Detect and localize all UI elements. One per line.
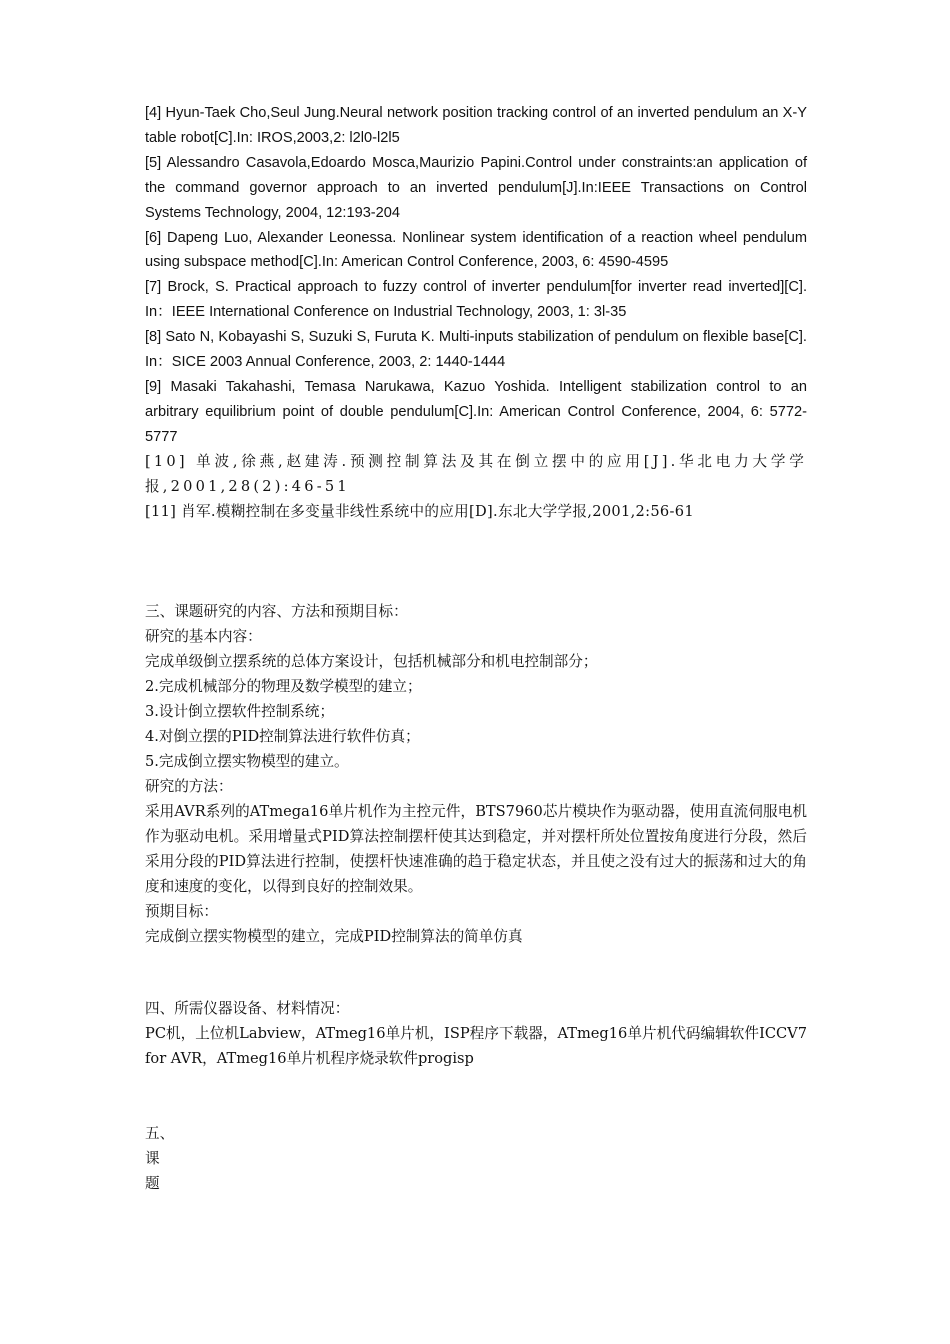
section-5-line-1: 五、 [145, 1125, 175, 1142]
section-3-heading: 三、课题研究的内容、方法和预期目标： [145, 603, 408, 620]
reference-8: [8] Sato N, Kobayashi S, Suzuki S, Furuta K. Multi-inputs stabilization of pendulum on flexible base[C]. In：SICE 2003 Annual Conference, 2003, 2: 1440-1444 [145, 329, 807, 371]
section-5-fragment [145, 1121, 807, 1196]
section-research-content [145, 599, 807, 949]
content-item-1: 完成单级倒立摆系统的总体方案设计，包括机械部分和机电控制部分； [145, 653, 598, 670]
reference-6: [6] Dapeng Luo, Alexander Leonessa. Nonlinear system identification of a reaction wheel pendulum using subspace method[C].In: American Control Conference, 2003, 6: 4590-4595 [145, 229, 807, 271]
reference-11: [11] 肖军.模糊控制在多变量非线性系统中的应用[D].东北大学学报,2001,2:56-61 [145, 502, 694, 520]
reference-9: [9] Masaki Takahashi, Temasa Narukawa, Kazuo Yoshida. Intelligent stabilization control to an arbitrary equilibrium point of double pendulum[C].In: American Control Conference, 2004, 6: 5772-5777 [145, 378, 807, 445]
section-4-heading: 四、所需仪器设备、材料情况： [145, 1000, 350, 1017]
reference-5: [5] Alessandro Casavola,Edoardo Mosca,Maurizio Papini.Control under constraints:an application of the command governor approach to an inverted pendulum[J].In:IEEE Transactions on Control Systems Technology, 2004, 12:193-204 [145, 154, 807, 221]
section-equipment [145, 996, 807, 1071]
section-5-line-2: 课 [145, 1150, 160, 1167]
content-item-4: 4.对倒立摆的PID控制算法进行软件仿真； [145, 728, 420, 745]
reference-10: [10] 单波,徐燕,赵建涛.预测控制算法及其在倒立摆中的应用[J].华北电力大学学报,2001,28(2):46-51 [145, 452, 807, 495]
content-item-3: 3.设计倒立摆软件控制系统； [145, 703, 335, 720]
reference-list [145, 101, 807, 524]
reference-7: [7] Brock, S. Practical approach to fuzzy control of inverter pendulum[for inverter read inverted][C]. In：IEEE International Conference on Industrial Technology, 2003, 1: 3l-35 [145, 279, 807, 321]
goal-label: 预期目标： [145, 903, 218, 920]
content-item-5: 5.完成倒立摆实物模型的建立。 [145, 753, 349, 770]
basic-content-label: 研究的基本内容： [145, 628, 262, 645]
equipment-paragraph: PC机，上位机Labview，ATmeg16单片机，ISP程序下载器，ATmeg16单片机代码编辑软件ICCV7 for AVR，ATmeg16单片机程序烧录软件progisp [145, 1025, 807, 1067]
method-label: 研究的方法： [145, 778, 233, 795]
content-item-2: 2.完成机械部分的物理及数学模型的建立； [145, 678, 422, 695]
section-5-line-3: 题 [145, 1175, 160, 1192]
method-paragraph: 采用AVR系列的ATmega16单片机作为主控元件，BTS7960芯片模块作为驱动器，使用直流伺服电机作为驱动电机。采用增量式PID算法控制摆杆使其达到稳定，并对摆杆所处位置按角度进行分段，然后采用分段的PID算法进行控制，使摆杆快速准确的趋于稳定状态，并且使之没有过大的振荡和过大的角度和速度的变化，以得到良好的控制效果。 [145, 803, 807, 895]
goal-text: 完成倒立摆实物模型的建立，完成PID控制算法的简单仿真 [145, 928, 523, 945]
reference-4: [4] Hyun-Taek Cho,Seul Jung.Neural network position tracking control of an inverted pendulum an X-Y table robot[C].In: IROS,2003,2: l2l0-l2l5 [145, 105, 807, 146]
